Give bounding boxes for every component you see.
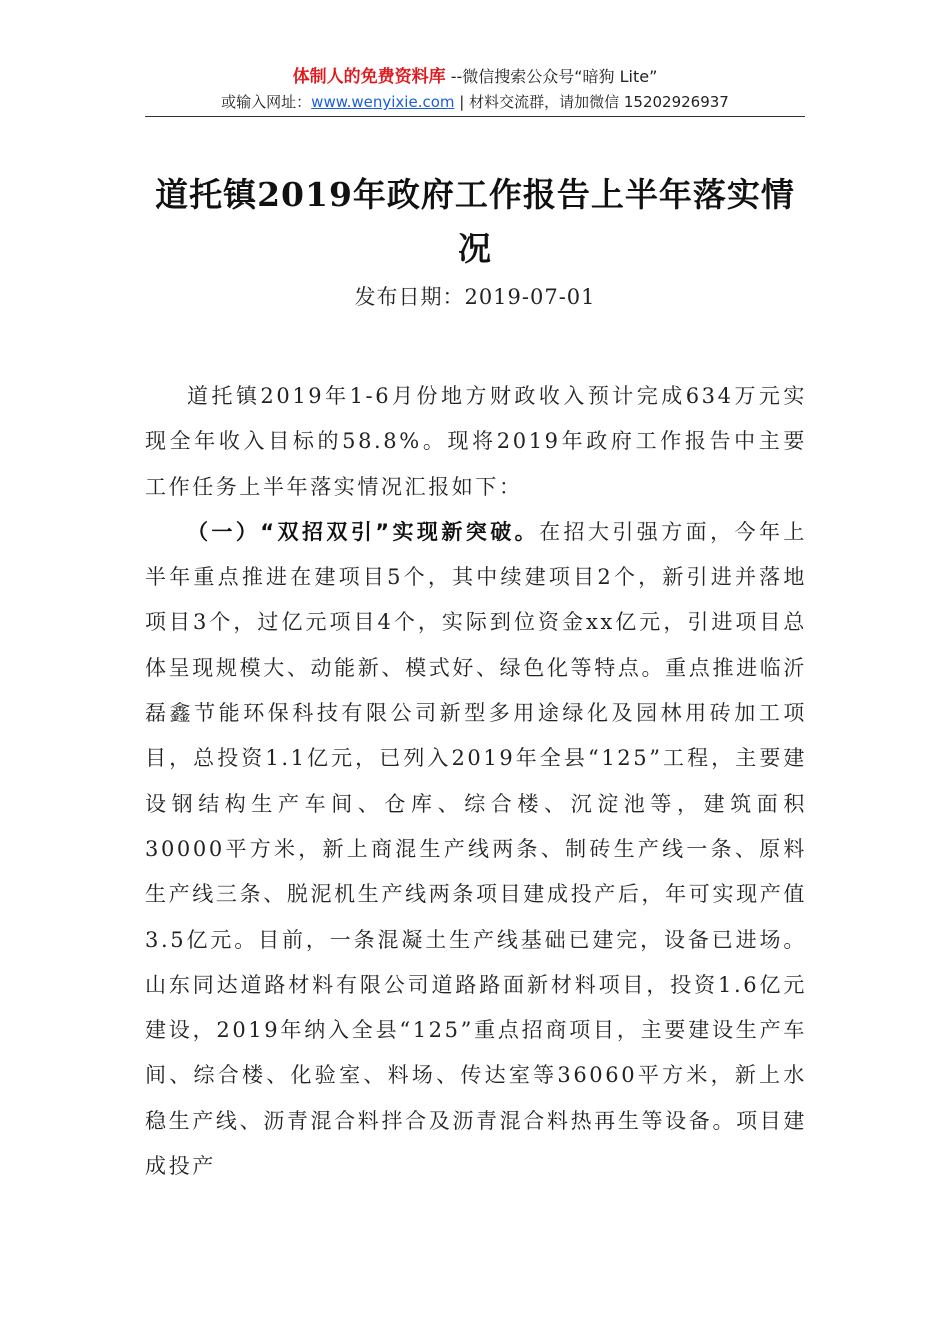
header-divider xyxy=(145,116,805,117)
header-line-1 xyxy=(145,64,805,90)
document-body xyxy=(145,374,807,1189)
section-1-heading: （一）“双招双引”实现新突破。 xyxy=(187,519,540,544)
intro-paragraph: 道托镇2019年1-6月份地方财政收入预计完成634万元实现全年收入目标的58.8%。现将2019年政府工作报告中主要工作任务上半年落实情况汇报如下： xyxy=(145,384,807,499)
url-label: 或输入网址： xyxy=(221,93,312,111)
publish-date: 发布日期：2019-07-01 xyxy=(354,285,596,309)
header-line-2 xyxy=(145,90,805,114)
page-header xyxy=(145,64,805,114)
brand-name: 体制人的免费资料库 xyxy=(292,67,446,87)
wechat-note: --微信搜索公众号“暗狗 Lite” xyxy=(445,67,658,86)
section-1-body: 在招大引强方面，今年上半年重点推进在建项目5个，其中续建项目2个，新引进并落地项目3个，过亿元项目4个，实际到位资金xx亿元，引进项目总体呈现规模大、动能新、模式好、绿色化等特点。重点推进临沂磊鑫节能环保科技有限公司新型多用途绿化及园林用砖加工项目，总投资1.1亿元，已列入2019年全县“125”工程，主要建设钢结构生产车间、仓库、综合楼、沉淀池等，建筑面积30000平方米，新上商混生产线两条、制砖生产线一条、原料生产线三条、脱泥机生产线两条项目建成投产后，年可实现产值3.5亿元。目前，一条混凝土生产线基础已建完，设备已进场。山东同达道路材料有限公司道路路面新材料项目，投资1.6亿元建设，2019年纳入全县“125”重点招商项目，主要建设生产车间、综合楼、化验室、料场、传达室等36060平方米，新上水稳生产线、沥青混合料拌合及沥青混合料热再生等设备。项目建成投产 xyxy=(145,519,807,1179)
document-title: 道托镇2019年政府工作报告上半年落实情况 xyxy=(155,175,795,268)
section-1-paragraph xyxy=(145,510,807,1189)
website-link[interactable]: www.wenyixie.com xyxy=(311,93,455,111)
contact-info: | 材料交流群，请加微信 15202926937 xyxy=(454,93,729,111)
